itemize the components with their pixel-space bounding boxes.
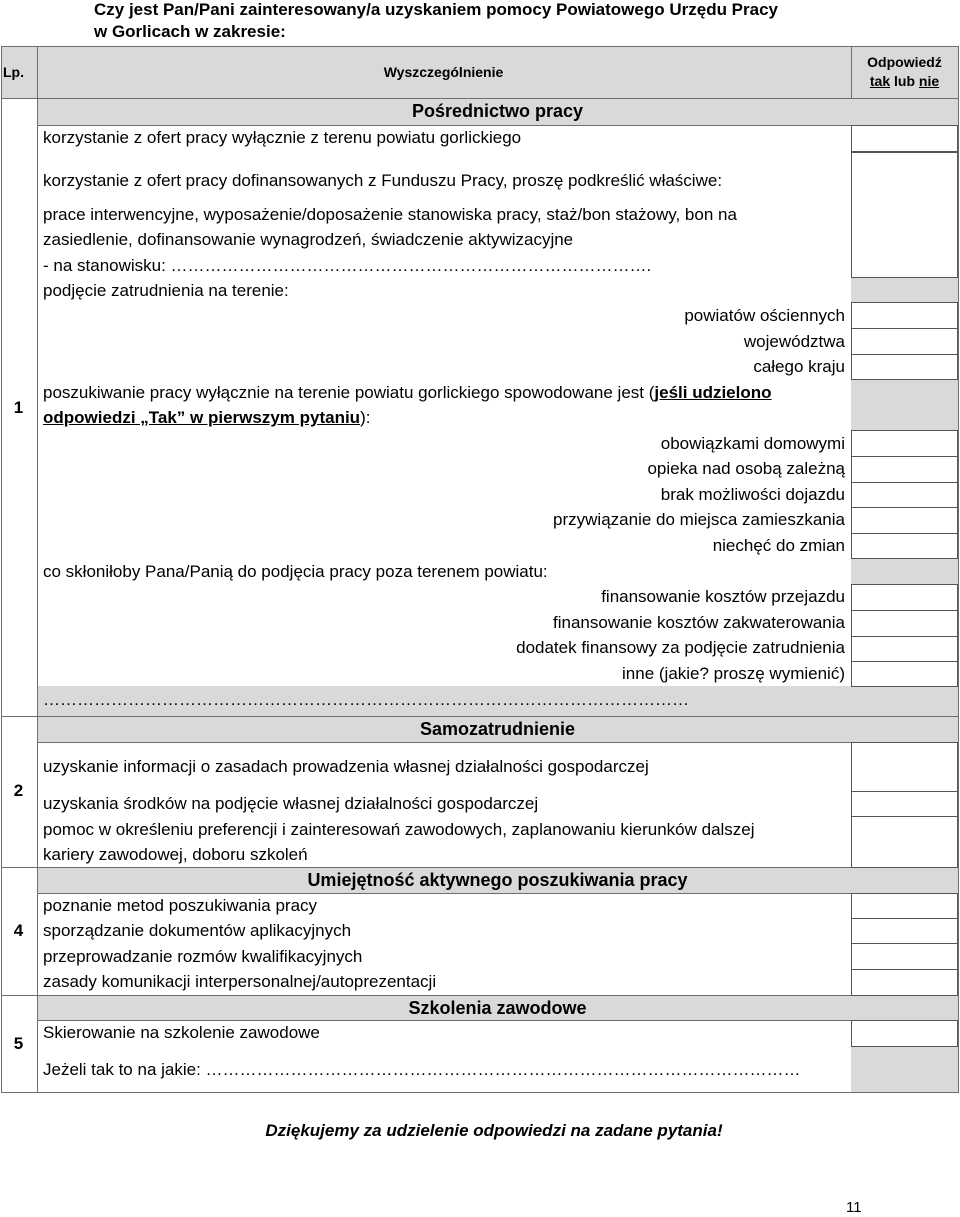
section-title: Umiejętność aktywnego poszukiwania pracy xyxy=(307,870,688,890)
item-text: zasiedlenie, dofinansowanie wynagrodzeń, świadczenie aktywizacyjne xyxy=(43,230,574,249)
item-text: uzyskanie informacji o zasadach prowadzenia własnej działalności gospodarczej xyxy=(43,757,649,776)
table-line xyxy=(37,46,38,1093)
section-title: Szkolenia zawodowe xyxy=(408,998,587,1018)
col-answer-header: Odpowiedź tak lub nie xyxy=(867,54,942,89)
question-title-line1: Czy jest Pan/Pani zainteresowany/a uzyskaniem pomocy Powiatowego Urzędu Pracy xyxy=(94,0,779,19)
item-text: korzystanie z ofert pracy dofinansowanych z Funduszu Pracy, proszę podkreślić właściwe: xyxy=(43,171,723,190)
fill-in-dots: …………………………………………………………………………………………………… xyxy=(43,690,689,709)
answer-gray-2 xyxy=(851,379,958,430)
option-text: województwa xyxy=(743,332,845,351)
table-line xyxy=(1,995,38,996)
table-line xyxy=(37,742,958,743)
table-line xyxy=(37,1020,958,1021)
option-text: finansowanie kosztów przejazdu xyxy=(601,587,845,606)
item-text: Skierowanie na szkolenie zawodowe xyxy=(43,1023,320,1042)
item-text: pomoc w określeniu preferencji i zainteresowań zawodowych, zaplanowaniu kierunków dalszej xyxy=(43,820,755,839)
answer-box[interactable] xyxy=(851,482,958,508)
answer-box[interactable] xyxy=(851,816,958,868)
item-text: Jeżeli tak to na jakie: …………………………………………………………………………………………… xyxy=(43,1060,801,1079)
row-number: 4 xyxy=(13,921,24,940)
answer-box[interactable] xyxy=(851,533,958,559)
row-number: 5 xyxy=(13,1034,24,1053)
answer-box[interactable] xyxy=(851,918,958,944)
item-text: podjęcie zatrudnienia na terenie: xyxy=(43,281,289,300)
answer-box[interactable] xyxy=(851,661,958,687)
answer-box[interactable] xyxy=(851,328,958,355)
answer-box[interactable] xyxy=(851,1020,958,1047)
section-title: Pośrednictwo pracy xyxy=(411,101,584,121)
item-text: poznanie metod poszukiwania pracy xyxy=(43,896,318,915)
col-spec-header: Wyszczególnienie xyxy=(383,64,504,80)
section-title: Samozatrudnienie xyxy=(419,719,576,739)
table-line xyxy=(851,46,852,98)
answer-box[interactable] xyxy=(851,610,958,637)
answer-box[interactable] xyxy=(851,125,958,152)
option-text: powiatów ościennych xyxy=(684,306,845,325)
row-number: 2 xyxy=(13,781,24,800)
answer-box[interactable] xyxy=(851,893,958,919)
table-line xyxy=(37,893,958,894)
answer-gray-3 xyxy=(851,558,958,585)
table-line xyxy=(1,716,38,717)
option-text: brak możliwości dojazdu xyxy=(660,485,845,504)
item-text: sporządzanie dokumentów aplikacyjnych xyxy=(43,921,352,940)
answer-box[interactable] xyxy=(851,742,958,792)
page-number: 11 xyxy=(846,1199,862,1216)
answer-box[interactable] xyxy=(851,354,958,380)
answer-box[interactable] xyxy=(851,152,958,278)
answer-gray-1 xyxy=(851,277,958,302)
table-line xyxy=(37,995,958,996)
answer-box[interactable] xyxy=(851,636,958,662)
table-line xyxy=(1,1092,959,1093)
row-number: 1 xyxy=(13,398,24,417)
table-line xyxy=(1,46,959,47)
answer-box[interactable] xyxy=(851,943,958,970)
option-text: przywiązanie do miejsca zamieszkania xyxy=(553,510,845,529)
item-text: prace interwencyjne, wyposażenie/doposażenie stanowiska pracy, staż/bon stażowy, bon na xyxy=(43,205,737,224)
answer-box[interactable] xyxy=(851,969,958,996)
answer-box[interactable] xyxy=(851,456,958,483)
answer-box[interactable] xyxy=(851,584,958,611)
table-line xyxy=(37,716,958,717)
answer-box[interactable] xyxy=(851,507,958,534)
item-text: korzystanie z ofert pracy wyłącznie z terenu powiatu gorlickiego xyxy=(43,128,522,147)
item-text: kariery zawodowej, doboru szkoleń xyxy=(43,845,308,864)
option-text: finansowanie kosztów zakwaterowania xyxy=(553,613,845,632)
item-text: uzyskania środków na podjęcie własnej działalności gospodarczej xyxy=(43,794,539,813)
option-text: inne (jakie? proszę wymienić) xyxy=(622,664,845,683)
thank-you-note: Dziękujemy za udzielenie odpowiedzi na zadane pytania! xyxy=(265,1121,723,1140)
answer-box[interactable] xyxy=(851,791,958,817)
item-text: - na stanowisku: …………………………………………………………………………. xyxy=(43,256,652,275)
table-line xyxy=(1,867,38,868)
item-text: przeprowadzanie rozmów kwalifikacyjnych xyxy=(43,947,363,966)
table-line xyxy=(1,98,959,99)
option-text: obowiązkami domowymi xyxy=(660,434,845,453)
item-text: zasady komunikacji interpersonalnej/autoprezentacji xyxy=(43,972,437,991)
item-text: co skłoniłoby Pana/Panią do podjęcia pracy poza terenem powiatu: xyxy=(43,562,548,581)
table-line xyxy=(958,46,959,1093)
table-line xyxy=(37,125,958,126)
option-text: niechęć do zmian xyxy=(712,536,845,555)
question-title-line2: w Gorlicach w zakresie: xyxy=(94,22,286,41)
answer-box[interactable] xyxy=(851,302,958,329)
option-text: całego kraju xyxy=(753,357,845,376)
option-text: opieka nad osobą zależną xyxy=(647,459,845,478)
item-text: odpowiedzi „Tak” w pierwszym pytaniu): xyxy=(43,408,371,427)
item-text: poszukiwanie pracy wyłącznie na terenie powiatu gorlickiego spowodowane jest (jeśli udzielono xyxy=(43,383,772,402)
answer-box[interactable] xyxy=(851,430,958,457)
table-line xyxy=(37,867,958,868)
option-text: dodatek finansowy za podjęcie zatrudnienia xyxy=(516,638,845,657)
col-lp-header: Lp. xyxy=(3,64,24,80)
